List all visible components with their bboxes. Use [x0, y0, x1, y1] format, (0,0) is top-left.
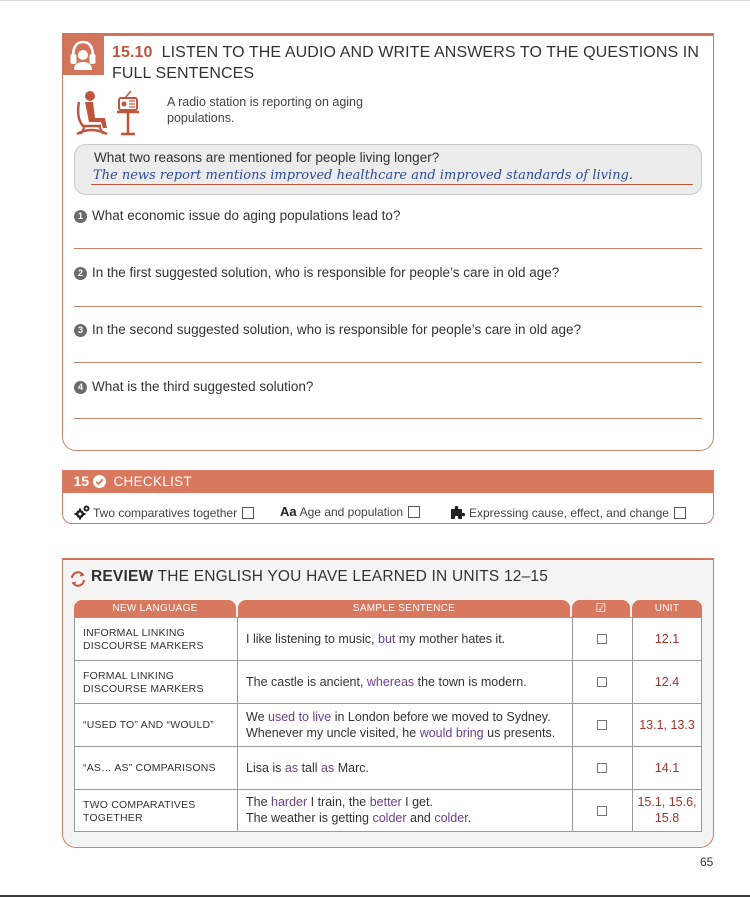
review-title: [91, 568, 548, 586]
review-table: [74, 617, 702, 832]
question-4: [74, 379, 702, 394]
row-sentence: We used to live in London before we moved to Sydney. Whenever my uncle visited, he would bring us presents.: [246, 710, 556, 740]
unit-checklist: [62, 470, 714, 524]
table-divider: [75, 660, 701, 661]
question-2: [74, 265, 702, 280]
listening-icon: [62, 33, 104, 75]
checklist-item-label: Expressing cause, effect, and change: [469, 506, 669, 520]
checklist-checkbox[interactable]: [408, 506, 420, 518]
gears-icon: [74, 504, 91, 520]
checklist-item-label: Two comparatives together: [93, 506, 238, 520]
table-divider: [75, 789, 701, 790]
row-language: “USED TO” AND “WOULD”: [83, 719, 214, 731]
review-section: [62, 558, 714, 848]
top-hairline: [0, 0, 750, 1]
row-language: “AS… AS” COMPARISONS: [83, 762, 216, 774]
question-number-badge: 4: [74, 381, 87, 394]
example-answer-line: [91, 184, 693, 185]
example-answer: The news report mentions improved healthcare and improved standards of living.: [93, 168, 634, 183]
scenario-text: A radio station is reporting on aging populations.: [167, 95, 363, 125]
review-row-checkbox[interactable]: [597, 763, 607, 773]
row-language: TWO COMPARATIVES TOGETHER: [83, 799, 196, 824]
puzzle-icon: [450, 504, 466, 520]
exercise-instruction: LISTEN TO THE AUDIO AND WRITE ANSWERS TO THE QUESTIONS IN FULL SENTENCES: [112, 44, 699, 82]
table-divider: [237, 618, 238, 831]
row-unit: 12.1: [654, 632, 680, 646]
checklist-checkbox[interactable]: [242, 507, 254, 519]
column-header-new-language: NEW LANGUAGE: [74, 600, 236, 617]
row-unit: 12.4: [654, 675, 680, 689]
exercise-number: 15.10: [112, 44, 153, 61]
question-number-badge: 3: [74, 324, 87, 337]
review-row-checkbox[interactable]: [597, 634, 607, 644]
question-text: In the second suggested solution, who is responsible for people’s care in old age?: [92, 322, 582, 337]
table-divider: [75, 746, 701, 747]
row-sentence: Lisa is as tall as Marc.: [246, 761, 369, 775]
column-header-unit: UNIT: [632, 600, 702, 617]
table-divider: [75, 703, 701, 704]
row-sentence: The castle is ancient, whereas the town is modern.: [246, 675, 527, 689]
checklist-item-label: Age and population: [299, 505, 404, 519]
exercise-15-10: [62, 33, 714, 451]
checklist-item-two-comparatives: [74, 504, 254, 520]
row-unit: 14.1: [654, 761, 680, 775]
review-row-checkbox[interactable]: [597, 806, 607, 816]
checklist-header: [62, 470, 714, 493]
answer-line-1[interactable]: [74, 248, 702, 249]
review-cycle-icon: [69, 570, 87, 593]
question-text: In the first suggested solution, who is responsible for people’s care in old age?: [92, 265, 560, 280]
page-number: 65: [700, 855, 714, 869]
row-sentence: I like listening to music, but my mother hates it.: [246, 632, 506, 646]
answer-line-4[interactable]: [74, 418, 702, 419]
checklist-title: CHECKLIST: [113, 473, 192, 489]
question-text: What economic issue do aging populations lead to?: [92, 208, 401, 223]
example-question: What two reasons are mentioned for people living longer?: [94, 150, 440, 165]
checklist-item-cause-effect: [450, 504, 686, 520]
question-number-badge: 1: [74, 210, 87, 223]
review-row-checkbox[interactable]: [597, 720, 607, 730]
review-row-checkbox[interactable]: [597, 677, 607, 687]
column-header-sample-sentence: SAMPLE SENTENCE: [238, 600, 570, 617]
checklist-checkbox[interactable]: [674, 507, 686, 519]
checklist-unit-number: 15: [73, 472, 90, 489]
row-unit: 13.1, 13.3: [639, 718, 695, 732]
review-title-rest: THE ENGLISH YOU HAVE LEARNED IN UNITS 12–15: [157, 568, 549, 585]
question-number-badge: 2: [74, 267, 87, 280]
checklist-item-age-population: [280, 504, 420, 519]
radio-listener-illustration: [73, 88, 143, 143]
vocabulary-aa-icon: Aa: [280, 504, 297, 519]
row-unit: 15.1, 15.6, 15.8: [637, 795, 697, 825]
question-3: [74, 322, 702, 337]
review-title-bold: REVIEW: [91, 568, 154, 585]
row-sentence: The harder I train, the better I get. The weather is getting colder and colder.: [246, 795, 472, 825]
example-answer-box: [74, 144, 702, 195]
checkmark-circle-icon: [93, 475, 106, 488]
question-text: What is the third suggested solution?: [92, 379, 314, 394]
row-language: FORMAL LINKING DISCOURSE MARKERS: [83, 670, 204, 695]
column-header-check: ☑: [572, 600, 630, 617]
answer-line-3[interactable]: [74, 362, 702, 363]
question-1: [74, 208, 702, 223]
exercise-title: [112, 42, 702, 84]
row-language: INFORMAL LINKING DISCOURSE MARKERS: [83, 627, 204, 652]
answer-line-2[interactable]: [74, 306, 702, 307]
